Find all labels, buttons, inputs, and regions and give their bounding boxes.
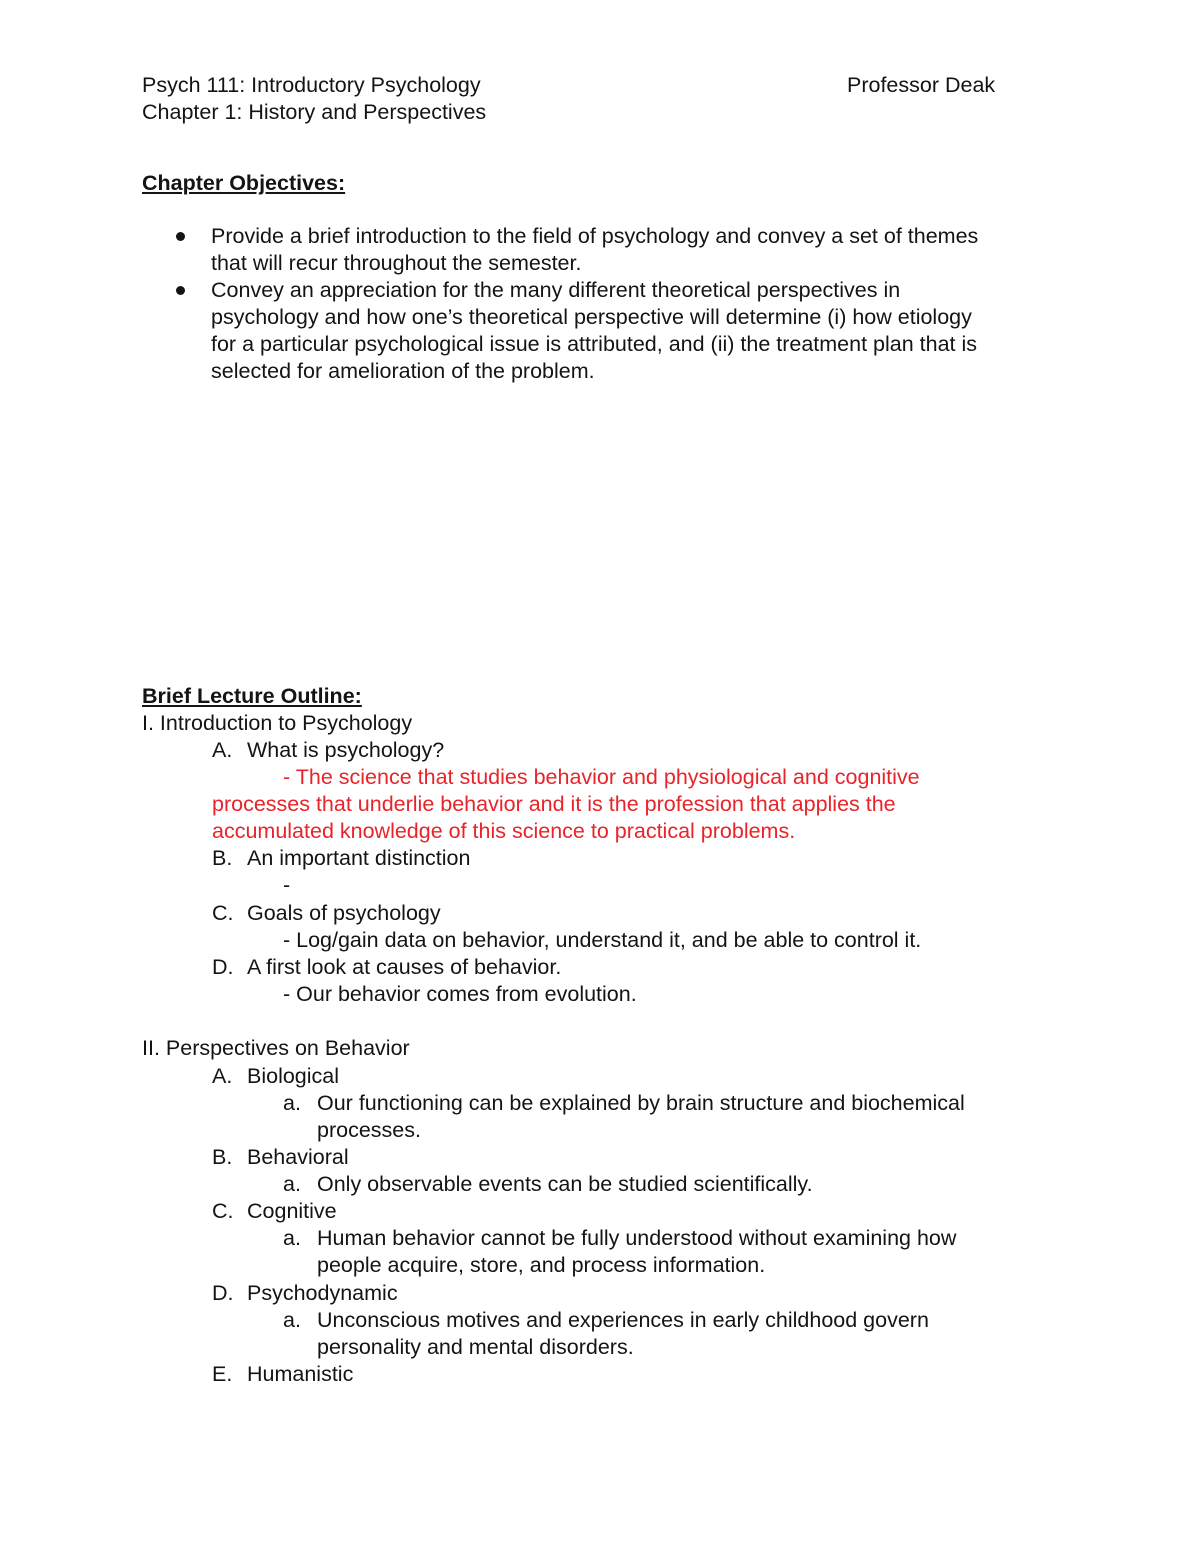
objective-1-line-1: Provide a brief introduction to the field of psychology and convey a set of themes [211,224,979,248]
sub-line: people acquire, store, and process information. [317,1253,766,1277]
item-label: Cognitive [247,1199,337,1223]
answer-line: accumulated knowledge of this science to practical problems. [212,819,796,843]
item-marker: A. [212,738,233,762]
bullet-icon [176,232,185,241]
sub-line: Unconscious motives and experiences in early childhood govern [317,1308,929,1332]
item-label: What is psychology? [247,738,445,762]
sub-marker: a. [283,1226,301,1250]
objective-2-line-2: psychology and how one’s theoretical perspective will determine (i) how etiology [211,305,972,329]
item-label: Behavioral [247,1145,349,1169]
answer-line: - Log/gain data on behavior, understand it, and be able to control it. [283,928,922,952]
item-label: A first look at causes of behavior. [247,955,562,979]
objective-2-line-1: Convey an appreciation for the many different theoretical perspectives in [211,278,901,302]
item-label: Psychodynamic [247,1281,398,1305]
sub-line: Human behavior cannot be fully understood without examining how [317,1226,957,1250]
item-marker: C. [212,1199,234,1223]
item-marker: D. [212,955,234,979]
sub-marker: a. [283,1091,301,1115]
item-label: An important distinction [247,846,471,870]
sub-marker: a. [283,1308,301,1332]
item-label: Goals of psychology [247,901,441,925]
sub-line: Our functioning can be explained by brain structure and biochemical [317,1091,965,1115]
item-marker: E. [212,1362,233,1386]
item-marker: B. [212,846,233,870]
objective-1-line-2: that will recur throughout the semester. [211,251,582,275]
objectives-heading: Chapter Objectives: [142,171,346,195]
section-2-title: II. Perspectives on Behavior [142,1036,410,1060]
item-label: Humanistic [247,1362,354,1386]
answer-line: - [283,873,291,897]
sub-marker: a. [283,1172,301,1196]
answer-line: processes that underlie behavior and it is the profession that applies the [212,792,896,816]
outline-heading: Brief Lecture Outline: [142,684,362,708]
sub-line: processes. [317,1118,421,1142]
section-1-title: I. Introduction to Psychology [142,711,413,735]
course-title: Psych 111: Introductory Psychology [142,73,481,97]
professor-name: Professor Deak [847,73,996,97]
item-marker: D. [212,1281,234,1305]
item-marker: C. [212,901,234,925]
bullet-icon [176,286,185,295]
answer-line: - The science that studies behavior and physiological and cognitive [283,765,920,789]
sub-line: Only observable events can be studied scientifically. [317,1172,813,1196]
item-marker: A. [212,1064,233,1088]
chapter-title: Chapter 1: History and Perspectives [142,100,487,124]
answer-line: - Our behavior comes from evolution. [283,982,637,1006]
objective-2-line-3: for a particular psychological issue is attributed, and (ii) the treatment plan that is [211,332,978,356]
item-label: Biological [247,1064,340,1088]
item-marker: B. [212,1145,233,1169]
objective-2-line-4: selected for amelioration of the problem. [211,359,595,383]
sub-line: personality and mental disorders. [317,1335,634,1359]
